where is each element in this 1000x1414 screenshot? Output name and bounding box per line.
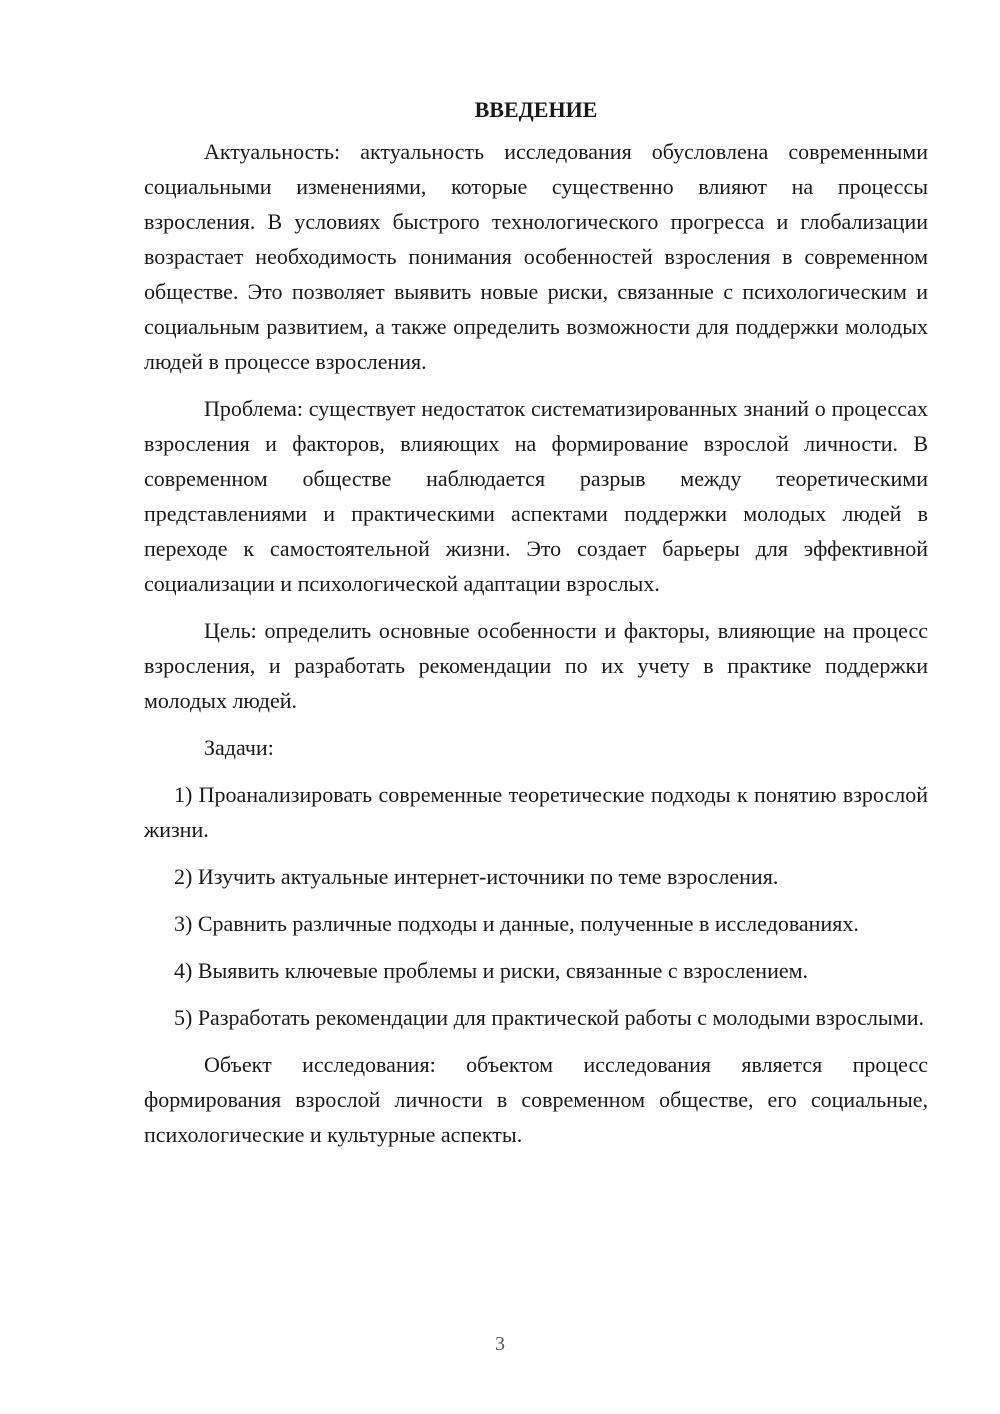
task-item-3: 3) Сравнить различные подходы и данные, полученные в исследованиях. [174, 911, 859, 936]
document-page [144, 92, 928, 1164]
document-title: ВВЕДЕНИЕ [474, 97, 598, 122]
task-item-2: 2) Изучить актуальные интернет-источники по теме взросления. [174, 864, 779, 889]
task-item-1: 1) Проанализировать современные теоретические подходы к понятию взрослой жизни. [144, 782, 928, 842]
paragraph-problem: Проблема: существует недостаток систематизированных знаний о процессах взросления и факторов, влияющих на формирование взрослой личности. В современном обществе наблюдается разрыв между теоретическими представлениями и практическими аспектами поддержки молодых людей в переходе к самостоятельной жизни. Это создает барьеры для эффективной социализации и психологической адаптации взрослых. [144, 396, 928, 596]
paragraph-relevance: Актуальность: актуальность исследования обусловлена современными социальными изменениями, которые существенно влияют на процессы взросления. В условиях быстрого технологического прогресса и глобализации возрастает необходимость понимания особенностей взросления в современном обществе. Это позволяет выявить новые риски, связанные с психологическим и социальным развитием, а также определить возможности для поддержки молодых людей в процессе взросления. [144, 139, 928, 374]
task-item-4: 4) Выявить ключевые проблемы и риски, связанные с взрослением. [174, 958, 809, 983]
task-item-5: 5) Разработать рекомендации для практической работы с молодыми взрослыми. [174, 1005, 924, 1030]
tasks-heading: Задачи: [204, 735, 274, 760]
paragraph-goal: Цель: определить основные особенности и факторы, влияющие на процесс взросления, и разработать рекомендации по их учету в практике поддержки молодых людей. [144, 618, 928, 713]
page-number: 3 [495, 1333, 505, 1355]
paragraph-object: Объект исследования: объектом исследования является процесс формирования взрослой личности в современном обществе, его социальные, психологические и культурные аспекты. [144, 1052, 928, 1147]
